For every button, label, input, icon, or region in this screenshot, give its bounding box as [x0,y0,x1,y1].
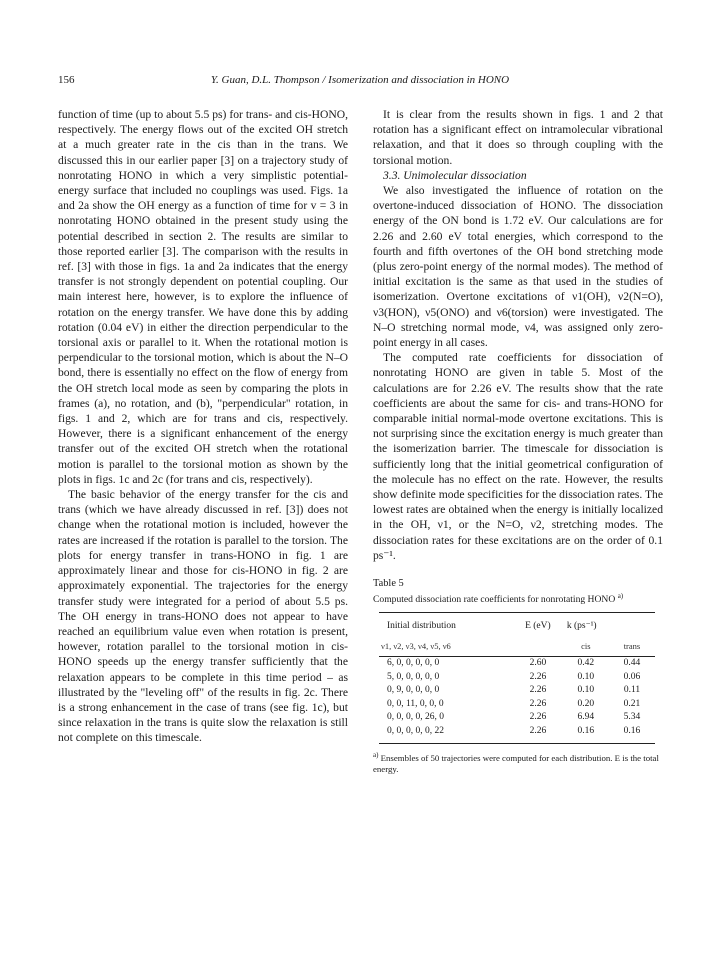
cell-trans: 0.21 [623,698,641,709]
cell-energy: 2.26 [513,725,563,743]
cell-energy: 2.26 [529,671,547,682]
cell-cis: 0.10 [577,671,595,682]
table-row [379,711,655,725]
header-energy: E (eV) [513,613,563,639]
cell-trans: 0.11 [623,685,641,696]
cell-cis: 0.10 [577,685,595,696]
cell-trans: 0.06 [623,671,641,682]
table-row [379,684,655,698]
body-paragraph: It is clear from the results shown in figs. 1 and 2 that rotation has a significant effect on intramolecular vibrational relaxation, and that it does so through coupling with the torsional motion. [373,108,663,167]
running-head: Y. Guan, D.L. Thompson / Isomerization and dissociation in HONO [210,74,510,86]
footnote-marker: a) [373,750,379,759]
subheader-trans: trans [609,638,655,656]
cell-distribution: 0, 0, 11, 0, 0, 0 [387,698,444,709]
header-rate: k (ps⁻¹) [563,613,655,639]
page-header [58,74,662,90]
table-caption-text: Computed dissociation rate coefficients for nonrotating HONO [373,594,616,606]
body-paragraph: The computed rate coefficients for dissociation of nonrotating HONO are given in table 5. Most of the calculations are for 2.26 eV. The results show that the rate coefficients are about the same for cis- and trans-HONO for comparable initial normal-mode overtone excitations. This is not surprising since the excitation energy is much greater than the isomerization barrier. The timescale for dissociation is sufficiently long that the initial geometrical configuration of the molecule has no effect on the rate. However, the results show definite mode specificities for the dissociation rates. The lowest rates are obtained when the energy is initially localized in the OH, ν1, or the N=O, ν2, stretching modes. The dissociation rates for these excitations are on the order of 0.1 ps⁻¹. [373,351,663,562]
footnote-text: Ensembles of 50 trajectories were computed for each distribution. E is the total energy. [373,752,659,775]
right-column [373,107,663,776]
table-row [379,657,655,671]
table-row [379,671,655,685]
cell-trans: 0.44 [623,658,641,669]
subheader-blank [513,638,563,656]
cell-distribution: 0, 0, 0, 0, 26, 0 [387,712,444,723]
body-paragraph: function of time (up to about 5.5 ps) for trans- and cis-HONO, respectively. The energy flows out of the excited OH stretch at a much greater rate in the cis than in the trans. We discussed this in our earlier paper [3] on a trajectory study of nonrotating HONO in which a very simplistic potential-energy surface that included no couplings was used. Figs. 1a and 2a show the OH energy as a function of time for v = 3 in nonrotating HONO obtained in the present study using the potential described in section 2. The results are similar to those reported earlier [3]. The comparison with the results in ref. [3] with those in figs. 1a and 2a indicates that the energy transfer is not strongly dependent on potential coupling. Our main interest here, however, is to explore the influence of rotation on the energy transfer. We have done this by adding rotation (0.04 eV) in either the direction perpendicular to the torsional axis or parallel to it. When the rotational motion is perpendicular to the torsional motion, which is about the N–O bond, there is essentially no effect on the flow of energy from the OH stretch local mode as seen by comparing the plots in frames (a), no rotation, and (b), "perpendicular" rotation, in figs. 1 and 2, which are for trans and cis, respectively. However, there is a significant enhancement of the energy transfer out of the excited OH stretch when the rotational motion is parallel to the torsional motion as shown by the plots in figs. 1c and 2c (for trans and cis, respectively). [58,108,348,486]
table-caption [373,590,663,606]
data-table [379,612,655,743]
cell-distribution: 5, 0, 0, 0, 0, 0 [387,671,440,682]
cell-distribution: 6, 0, 0, 0, 0, 0 [387,658,440,669]
cell-cis: 0.16 [563,725,609,743]
table-label: Table 5 [373,578,404,590]
subheader-modes: ν1, ν2, ν3, ν4, ν5, ν6 [379,638,513,656]
table-row [379,698,655,712]
cell-trans: 0.16 [609,725,655,743]
page-number: 156 [58,74,75,86]
body-paragraph: We also investigated the influence of rotation on the overtone-induced dissociation of HONO. The dissociation energy of the ON bond is 1.72 eV. Our calculations are for 2.26 and 2.60 eV total energies, which correspond to the fourth and fifth overtones of the OH bond stretching mode (plus zero-point energy of the normal modes). The method of initial excitation is the same as that used in the studies of isomerization. Overtone excitations of ν1(OH), ν2(N=O), ν3(HON), ν5(ONO) and ν6(torsion) were investigated. The N–O stretching normal mode, ν4, was assigned only zero-point energy in all cases. [373,184,663,350]
cell-energy: 2.26 [529,712,547,723]
subheader-cis: cis [563,638,609,656]
body-paragraph: The basic behavior of the energy transfer for the cis and trans (which we have already discussed in ref. [3]) does not change when the rotational motion is included, however the rates are increased if the rotation is parallel to the torsion. The plots for energy transfer in trans-HONO in fig. 1 are approximately linear and those for cis-HONO in fig. 2 are approximately exponential. The trajectories for the energy transfer study were integrated for a period of about 5.5 ps. The OH energy in trans-HONO does not appear to have reached an equilibrium value even when rotation is present, however, rotation parallel to the torsional motion in cis-HONO speeds up the energy transfer sufficiently that the relaxation appears to be complete in this time period – as illustrated by the "leveling off" of the results in fig. 2c. There is a strong enhancement in the case of trans (see fig. 1c), but since relaxation in the trans is quite slow the relaxation is still not complete on this timescale. [58,488,348,745]
cell-energy: 2.60 [529,658,547,669]
cell-cis: 6.94 [577,712,595,723]
header-distribution: Initial distribution [379,613,513,639]
cell-trans: 5.34 [623,712,641,723]
cell-cis: 0.20 [577,698,595,709]
table-footnote [373,750,663,776]
cell-distribution: 0, 9, 0, 0, 0, 0 [387,685,440,696]
cell-distribution: 0, 0, 0, 0, 0, 22 [379,725,513,743]
table-caption-marker: a) [617,592,624,601]
cell-energy: 2.26 [529,685,547,696]
section-heading: 3.3. Unimolecular dissociation [383,168,527,182]
table-row [379,725,655,743]
cell-cis: 0.42 [577,658,595,669]
left-column [58,107,348,746]
cell-energy: 2.26 [529,698,547,709]
